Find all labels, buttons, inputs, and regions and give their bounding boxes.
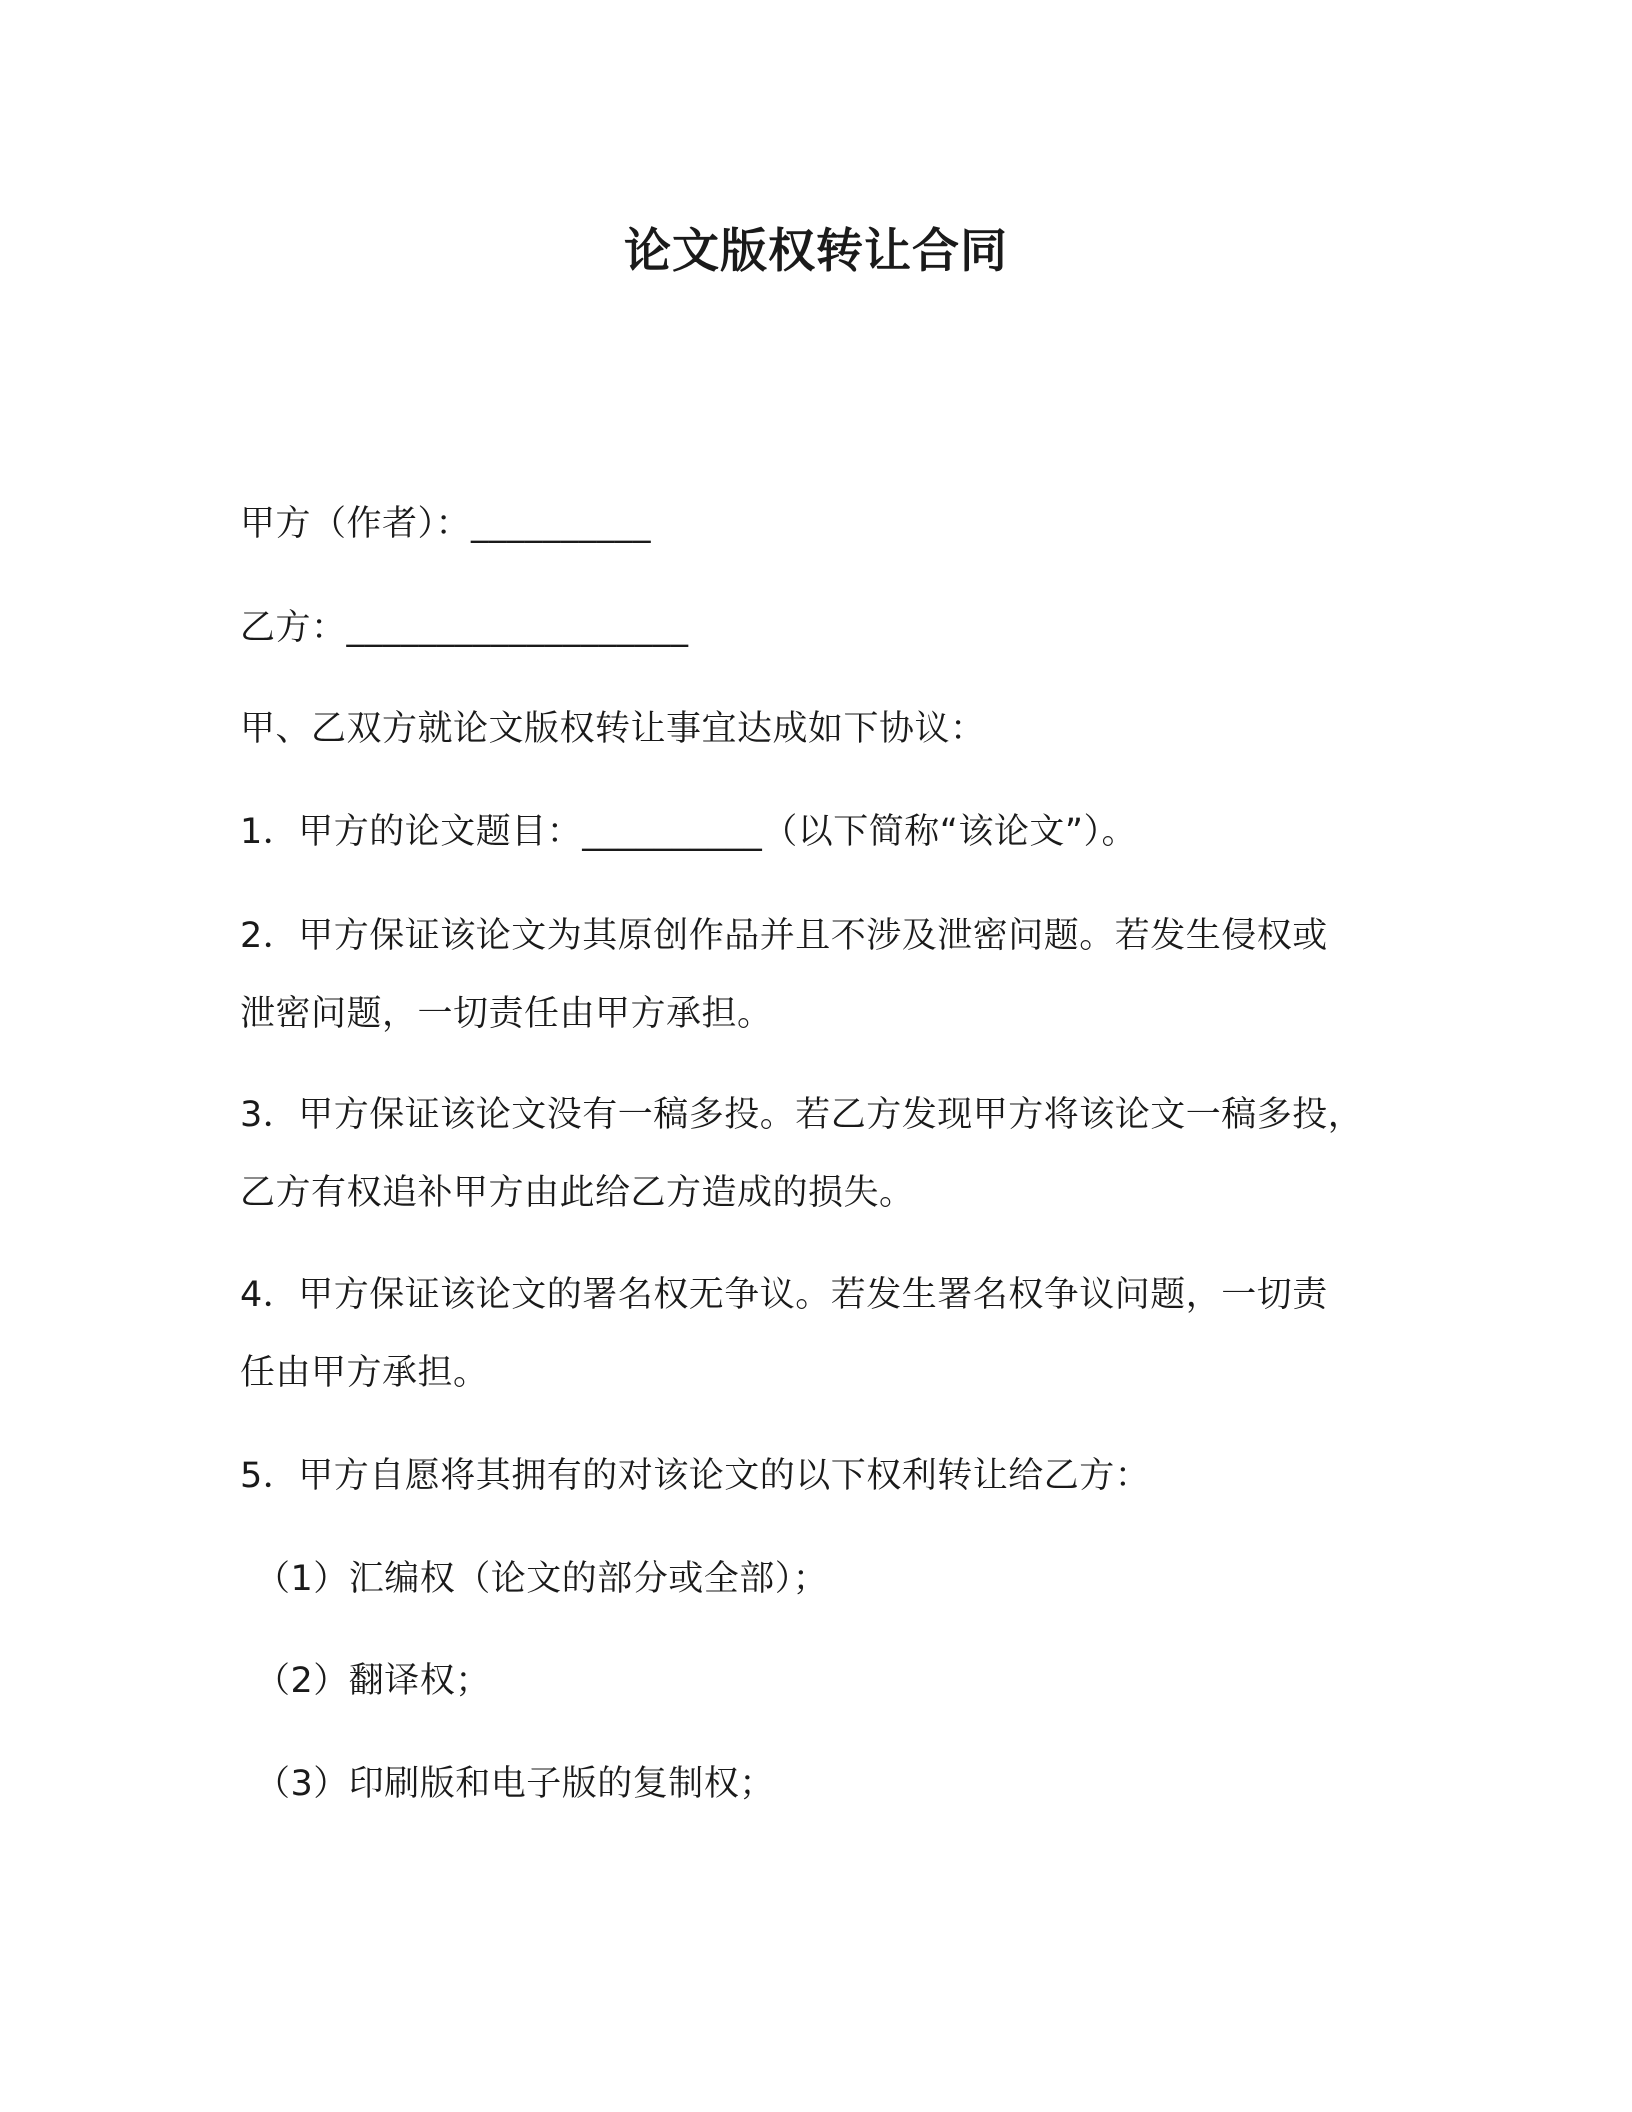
- clause-2: [240, 897, 1400, 1053]
- clause-4-line-2: 任由甲方承担。: [240, 1353, 489, 1393]
- clause-1: 1．甲方的论文题目：__________（以下简称“该论文”）。: [240, 812, 1138, 852]
- clause-4: [240, 1256, 1400, 1412]
- clause-3-line-2: 乙方有权追补甲方由此给乙方造成的损失。: [240, 1173, 915, 1213]
- clause-2-line-2: 泄密问题，一切责任由甲方承担。: [240, 994, 773, 1034]
- agreement-intro: 甲、乙双方就论文版权转让事宜达成如下协议：: [240, 709, 986, 749]
- clause-3: [240, 1076, 1400, 1232]
- clause-3-line-1: 3．甲方保证该论文没有一稿多投。若乙方发现甲方将该论文一稿多投，: [240, 1095, 1364, 1135]
- party-a-line: 甲方（作者）：__________: [240, 504, 652, 544]
- clause-2-line-1: 2．甲方保证该论文为其原创作品并且不涉及泄密问题。若发生侵权或: [240, 916, 1328, 956]
- right-item-1: （1）汇编权（论文的部分或全部）；: [255, 1559, 829, 1599]
- document-title: 论文版权转让合同: [624, 224, 1008, 279]
- clause-5: 5．甲方自愿将其拥有的对该论文的以下权利转让给乙方：: [240, 1456, 1151, 1496]
- right-item-3: （3）印刷版和电子版的复制权；: [255, 1764, 775, 1804]
- party-b-line: 乙方：___________________: [240, 608, 689, 648]
- clause-4-line-1: 4．甲方保证该论文的署名权无争议。若发生署名权争议问题，一切责: [240, 1275, 1328, 1315]
- right-item-2: （2）翻译权；: [255, 1661, 491, 1701]
